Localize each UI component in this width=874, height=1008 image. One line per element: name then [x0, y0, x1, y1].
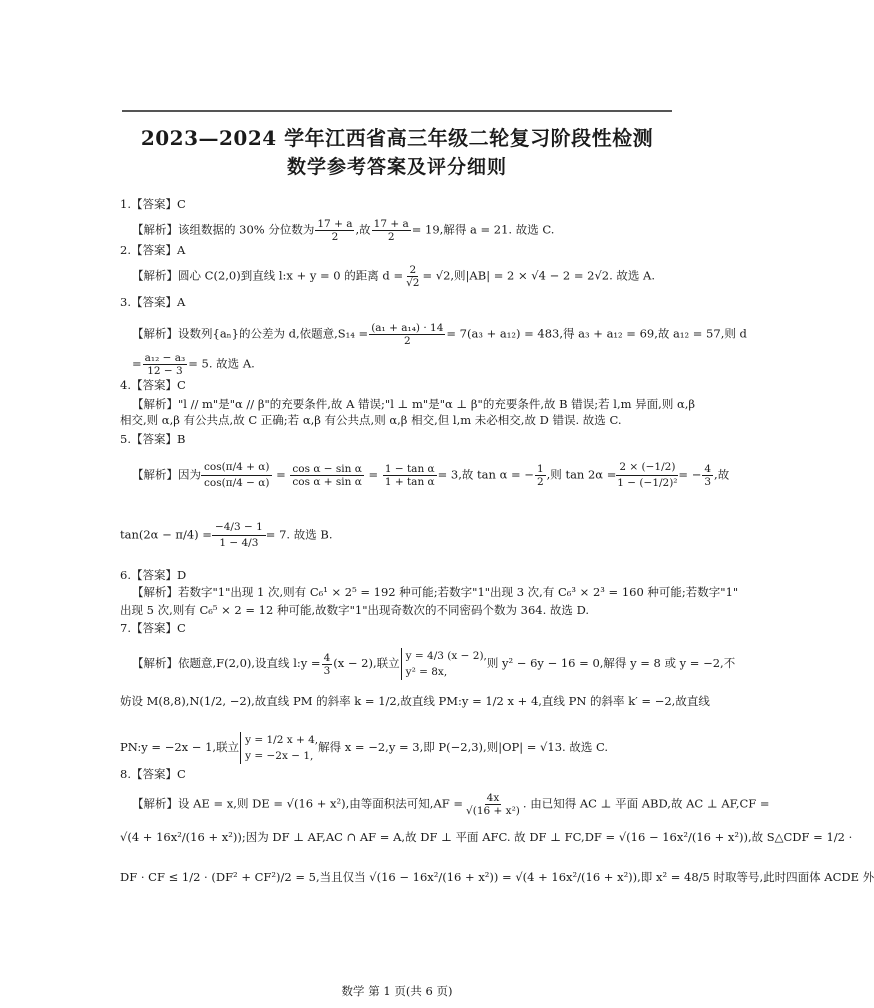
fraction: $\frac{\text{a₁₂ − a₃}}{12 - 3}$ — [144, 352, 186, 377]
q3-analysis-line1: 【解析】设数列{aₙ}的公差为 d,依题意,S₁₄ = $\frac{\text{(a₁ + a₁₄) · 14}}{2}$ = 7(a₃ + a₁₂) = 483,得 a₃ + a₁₂ = 69,故 a₁₂ = 57,则 d — [132, 322, 747, 347]
q6-analysis-line1: 【解析】若数字"1"出现 1 次,则有 C₆¹ × 2⁵ = 192 种可能;若数字"1"出现 3 次,有 C₆³ × 2³ = 160 种可能;若数字"1" — [132, 585, 739, 599]
document-title: 2023—2024 学年江西省高三年级二轮复习阶段性检测 — [140, 126, 654, 150]
q7-analysis-line2: 妨设 M(8,8),N(1/2, −2),故直线 PM 的斜率 k = 1/2,故直线 PM:y = 1/2 x + 4,直线 PN 的斜率 k′ = −2,故直线 — [120, 694, 710, 708]
q6-answer: 6.【答案】D — [120, 568, 187, 582]
fraction: $\frac{1}{2}$ — [536, 463, 544, 488]
fraction: $\frac{\cos(\pi/4 + \alpha)}{\cos(\pi/4 - \alpha)}$ — [201, 460, 272, 491]
page-footer: 数学 第 1 页(共 6 页) — [341, 984, 453, 998]
fraction: $\frac{\text{cos α − sin α}}{\text{cos α + sin α}}$ — [292, 463, 362, 488]
equation-system: y = 1/2 x + 4, y = −2x − 1, — [240, 732, 318, 764]
header-rule — [122, 110, 672, 112]
q5-analysis-line1: 【解析】因为 $\frac{\cos(\pi/4 + \alpha)}{\cos(\pi/4 - \alpha)}$ = $\frac{\text{cos α − sin α}}{\text{cos α + sin α}}$ = $\frac{\text{1 − tan α}}{\text{1 + tan α}}$ = 3,故 tan α = − $\frac{1}{2}$ ,则 tan 2α = $\frac{2 \times (-1/2)}{\text{1 − (−1/2)²}}$ = − $\frac{4}{3}$ ,故 — [132, 461, 730, 489]
fraction: $\frac{17 + a}{2}$ — [317, 218, 353, 243]
equation-system: y = 4/3 (x − 2), y² = 8x, — [401, 648, 487, 680]
q6-analysis-line2: 出现 5 次,则有 C₆⁵ × 2 = 12 种可能,故数字"1"出现奇数次的不同密码个数为 364. 故选 D. — [120, 603, 590, 617]
q3-analysis-line2: = $\frac{\text{a₁₂ − a₃}}{12 - 3}$ = 5. 故选 A. — [132, 352, 255, 377]
fraction: $\frac{2 \times (-1/2)}{\text{1 − (−1/2)²}}$ — [617, 461, 678, 489]
fraction: $\frac{4}{3}$ — [323, 651, 331, 677]
q8-analysis-line2: √(4 + 16x²/(16 + x²));因为 DF ⊥ AF,AC ∩ AF = A,故 DF ⊥ 平面 AFC. 故 DF ⊥ FC,DF = √(16 − 16x²/(16 + x²)),故 S△CDF = 1/2 · — [120, 830, 853, 844]
q2-analysis: 【解析】圆心 C(2,0)到直线 l:x + y = 0 的距离 d = $\frac{2}{√2}$ = √2,则|AB| = 2 × √4 − 2 = 2√2. 故选 A. — [132, 264, 656, 289]
q5-answer: 5.【答案】B — [120, 432, 186, 446]
q1-analysis: 【解析】该组数据的 30% 分位数为 $\frac{17 + a}{2}$ ,故 $\frac{17 + a}{2}$ = 19,解得 a = 21. 故选 C. — [132, 218, 555, 243]
fraction: $\frac{\text{(a₁ + a₁₄) · 14}}{2}$ — [371, 322, 444, 347]
fraction: $\frac{2}{√2}$ — [406, 264, 420, 289]
q3-answer: 3.【答案】A — [120, 295, 186, 309]
q7-answer: 7.【答案】C — [120, 621, 186, 635]
fraction: $\frac{4}{3}$ — [704, 463, 712, 488]
fraction: $\frac{17 + a}{2}$ — [373, 218, 409, 243]
q8-analysis-line1: 【解析】设 AE = x,则 DE = √(16 + x²),由等面积法可知,AF = $\frac{4x}{\text{√(16 + x²)}}$ . 由已知得 AC ⊥ 平面 ABD,故 AC ⊥ AF,CF = — [132, 792, 770, 817]
q4-analysis-line2: 相交,则 α,β 有公共点,故 C 正确;若 α,β 有公共点,则 α,β 相交,但 l,m 未必相交,故 D 错误. 故选 C. — [120, 413, 622, 427]
fraction: $\frac{\text{1 − tan α}}{\text{1 + tan α}}$ — [384, 463, 435, 488]
q1-answer: 1.【答案】C — [120, 197, 186, 211]
fraction: $\frac{-4/3 - 1}{1 - 4/3}$ — [212, 520, 266, 551]
q8-analysis-line3: DF · CF ≤ 1/2 · (DF² + CF²)/2 = 5,当且仅当 √(16 − 16x²/(16 + x²)) = √(4 + 16x²/(16 + x²)),即 x² = 48/5 时取等号,此时四面体 ACDE 外 — [120, 870, 874, 884]
q5-analysis-line2: tan(2α − π/4) = $\frac{-4/3 - 1}{1 - 4/3}$ = 7. 故选 B. — [120, 521, 333, 549]
q2-answer: 2.【答案】A — [120, 243, 186, 257]
q7-analysis-line3: PN:y = −2x − 1,联立 y = 1/2 x + 4, y = −2x − 1,解得 x = −2,y = 3,即 P(−2,3),则|OP| = √13. 故选 C. — [120, 734, 609, 762]
document-subtitle: 数学参考答案及评分细则 — [286, 156, 507, 178]
q4-analysis-line1: 【解析】"l // m"是"α // β"的充要条件,故 A 错误;"l ⊥ m"是"α ⊥ β"的充要条件,故 B 错误;若 l,m 异面,则 α,β — [132, 397, 696, 411]
q7-analysis-line1: 【解析】依题意,F(2,0),设直线 l:y = $\frac{4}{3}$ (x − 2),联立 y = 4/3 (x − 2), y² = 8x,则 y² − 6y − 16 = 0,解得 y = 8 或 y = −2,不 — [132, 650, 736, 678]
q4-answer: 4.【答案】C — [120, 378, 186, 392]
fraction: $\frac{4x}{\text{√(16 + x²)}}$ — [466, 792, 520, 817]
q8-answer: 8.【答案】C — [120, 767, 186, 781]
